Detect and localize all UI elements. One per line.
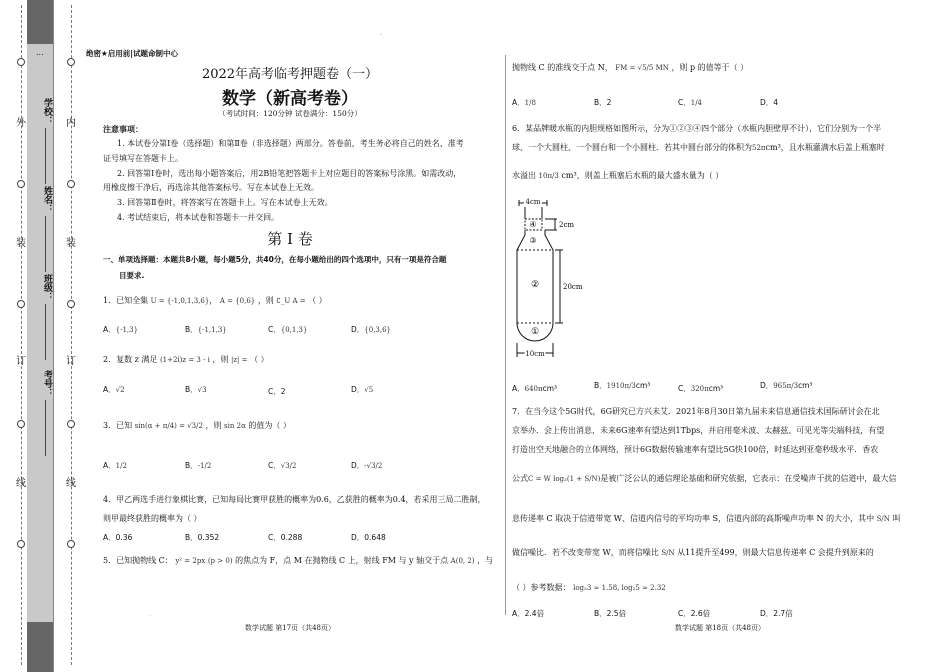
thermos-diagram	[505, 195, 595, 365]
margin-char-inner: 订	[66, 356, 76, 367]
exam-id-field-label: 考号：	[42, 370, 52, 397]
school-field-line[interactable]	[45, 128, 46, 184]
outer-cut-line	[21, 5, 22, 665]
question-2-stem: 2．复数 z 满足 (1+2i)z = 3 - i ，则 |z| = （ ）	[103, 355, 269, 364]
notes-heading: 注意事项：	[103, 125, 143, 134]
q6-option-c[interactable]: C．320πcm³	[678, 384, 724, 393]
binding-hole	[67, 58, 75, 66]
q3-option-b[interactable]: B．-1/2	[185, 461, 212, 470]
q1-option-a[interactable]: A．{-1,3}	[103, 325, 139, 334]
q5-option-a[interactable]: A．1/8	[512, 98, 536, 107]
subject-title: 数学（新高考卷）	[222, 89, 358, 109]
question-4-stem-cont: 则甲最终获胜的概率为（ ）	[103, 514, 202, 523]
q4-option-d[interactable]: D．0.648	[351, 533, 386, 542]
part-label-4: ④	[529, 220, 537, 229]
question-5-stem: 5．已知抛物线 C： y² = 2px (p > 0) 的焦点为 F，点 M 在抛物线 C 上，射线 FM 与 y 轴交于点 A(0, 2) ，与	[103, 556, 494, 565]
part-label-2: ②	[530, 280, 540, 290]
binding-hole	[67, 420, 75, 428]
q4-option-b[interactable]: B．0.352	[185, 533, 220, 542]
q7-option-c[interactable]: C．2.6倍	[678, 609, 711, 618]
q4-option-a[interactable]: A．0.36	[103, 533, 133, 542]
binding-hole	[17, 420, 25, 428]
binding-hole	[17, 58, 25, 66]
dim-label-4cm: 4cm	[525, 198, 541, 206]
math-expression: A = {0,6}	[219, 297, 256, 305]
question-4-stem: 4．甲乙两选手进行象棋比赛，已知每局比赛甲获胜的概率为0.6，乙获胜的概率为0.4，若采用三局二胜制，	[103, 495, 486, 504]
q2-option-a[interactable]: A．√2	[103, 385, 125, 394]
exam-id-field-line[interactable]	[45, 400, 46, 456]
binding-hole	[17, 300, 25, 308]
math-expression: ∁_U A =	[276, 297, 306, 305]
note-line: 3. 回答第Ⅱ卷时，将答案写在答题卡上。写在本试卷上无效。	[117, 198, 333, 207]
binding-hole	[67, 300, 75, 308]
dim-label-10cm: 10cm	[525, 350, 545, 358]
margin-char-outer: 外	[16, 118, 26, 129]
inner-cut-line	[71, 5, 72, 665]
q1-option-d[interactable]: D．{0,3,6}	[351, 325, 391, 334]
question-6-stem-cont: 水溢出 10π/3 cm³，则盖上瓶塞后水瓶的最大盛水量为（ ）	[512, 171, 724, 180]
note-line: 证号填写在答题卡上。	[103, 154, 183, 163]
question-7-stem-cont: 息传递率 C 取决于信道带宽 W、信道内信号的平均功率 S，信道内部的高斯噪声功率 N 的大小，其中 S/N 叫	[512, 514, 901, 523]
margin-char-inner: 装	[66, 238, 76, 249]
name-field-line[interactable]	[45, 216, 46, 272]
question-6-stem: 6．某品牌暖水瓶的内胆规格如图所示，分为①②③④四个部分（水瓶内胆壁厚不计），它们分别为一个半	[512, 124, 882, 133]
question-7-stem-cont: （ ）参考数据： log₂3 ≈ 1.58, log₂5 ≈ 2.32	[512, 583, 666, 592]
gutter-edge-line	[53, 0, 54, 672]
question-7-stem-cont: 公式C = W log₂(1 + S/N)是被广泛公认的通信理论基础和研究依据，它表示：在受噪声干扰的信道中，最大信	[512, 474, 897, 483]
q4-option-c[interactable]: C．0.288	[268, 533, 303, 542]
note-line: 1. 本试卷分第Ⅰ卷（选择题）和第Ⅱ卷（非选择题）两部分。答卷前，考生务必将自己的姓名、准考	[117, 139, 464, 148]
question-5-stem-cont: 抛物线 C 的准线交于点 N， FM = √5/5 MN ，则 p 的值等于（ ）	[512, 63, 749, 72]
exam-title: 2022年高考临考押题卷（一）	[201, 67, 379, 82]
q3-option-d[interactable]: D．-√3/2	[351, 461, 383, 470]
note-line: 2. 回答第Ⅰ卷时，选出每小题答案后，用2B铅笔把答题卡上对应题目的答案标号涂黑。如需改动，	[117, 169, 462, 178]
dim-label-2cm: 2cm	[559, 221, 575, 229]
binding-hole	[17, 180, 25, 188]
class-field-line[interactable]	[45, 304, 46, 360]
note-line: 用橡皮擦干净后，再选涂其他答案标号。写在本试卷上无效。	[103, 183, 319, 192]
question-1-stem: 1．已知全集 U = {-1,0,1,3,6}， A = {0,6} ，则 ∁_U A = （ ）	[103, 296, 327, 305]
question-6-stem-cont: 球、一个大圆柱、一个圆台和一个小圆柱．若其中圆台部分的体积为52πcm³，且水瓶灌满水后盖上瓶塞时	[512, 143, 885, 152]
q6-option-a[interactable]: A．640πcm³	[512, 384, 558, 393]
margin-char-outer: 订	[16, 356, 26, 367]
question-7-stem-cont: 做信噪比．若不改变带宽 W，而将信噪比 S/N 从11提升至499，则最大信息传递率 C 会提升到原来的	[512, 548, 874, 557]
binding-hole	[67, 540, 75, 548]
footer-left-page: 数学试题 第17页（共48页）	[244, 624, 336, 632]
q7-option-a[interactable]: A．2.4倍	[512, 609, 545, 618]
name-field-label: 姓名：	[42, 186, 52, 213]
q7-option-b[interactable]: B．2.5倍	[594, 609, 627, 618]
q6-option-d[interactable]: D．965π/3cm³	[760, 381, 813, 390]
q7-option-d[interactable]: D．2.7倍	[760, 609, 793, 618]
gutter-dots: ...	[36, 48, 44, 57]
margin-char-outer: 装	[16, 238, 26, 249]
q3-option-c[interactable]: C．√3/2	[268, 461, 297, 470]
q5-option-d[interactable]: D．4	[760, 98, 779, 107]
math-expression: U = {-1,0,1,3,6}	[150, 297, 210, 305]
part-label-1: ①	[530, 327, 540, 337]
question-7-stem-cont: 京举办．会上传出消息，未来6G速率有望达到1Tbps，并启用毫米波、太赫兹、可见光等尖端科技，有望	[512, 426, 885, 435]
q5-option-b[interactable]: B．2	[594, 98, 612, 107]
class-field-label: 班级：	[42, 274, 52, 301]
part-label-3: ③	[529, 236, 537, 245]
footer-right-page: 数学试题 第18页（共48页）	[674, 624, 766, 632]
q2-option-b[interactable]: B．√3	[185, 385, 207, 394]
gutter-top-block	[27, 0, 53, 44]
q2-option-c[interactable]: C．2	[268, 387, 286, 396]
q6-option-b[interactable]: B．1910π/3cm³	[594, 381, 651, 390]
exam-info: （考试时间：120分钟 试卷满分：150分）	[218, 109, 362, 118]
question-7-stem: 7．在当今这个5G时代，6G研究已方兴未艾．2021年8月30日第九届未来信息通信技术国际研讨会在北	[512, 407, 880, 416]
q2-option-d[interactable]: D．√5	[351, 385, 374, 394]
dim-label-20cm: 20cm	[563, 283, 583, 291]
note-line: 4. 考试结束后，将本试卷和答题卡一并交回。	[117, 213, 280, 222]
q1-option-c[interactable]: C．{0,1,3}	[268, 325, 308, 334]
section-title: 第 Ⅰ 卷	[267, 230, 313, 248]
binding-hole	[17, 540, 25, 548]
confidential-mark: 绝密★启用前|试题命制中心	[86, 49, 178, 58]
section-instructions: 一、单项选择题：本题共8小题，每小题5分，共40分，在每小题给出的四个选项中，只有一项是符合题	[103, 255, 447, 264]
binding-hole	[67, 180, 75, 188]
margin-char-inner: 内	[66, 118, 76, 129]
q5-option-c[interactable]: C．1/4	[678, 98, 703, 107]
question-3-stem: 3．已知 sin(α + π/4) = √3/2 ，则 sin 2α 的值为（ ）	[103, 421, 291, 430]
margin-char-inner: 线	[66, 478, 76, 489]
gutter-bottom-block	[27, 622, 53, 672]
q1-option-b[interactable]: B．{-1,1,3}	[185, 325, 227, 334]
school-field-label: 学校：	[42, 98, 52, 125]
question-7-stem-cont: 打造出空天地融合的立体网络，预计6G数据传输速率有望比5G快100倍，时延达到亚毫秒级水平．香农	[512, 445, 879, 454]
section-instructions-cont: 目要求.	[119, 271, 145, 280]
margin-char-outer: 线	[16, 478, 26, 489]
q3-option-a[interactable]: A．1/2	[103, 461, 127, 470]
